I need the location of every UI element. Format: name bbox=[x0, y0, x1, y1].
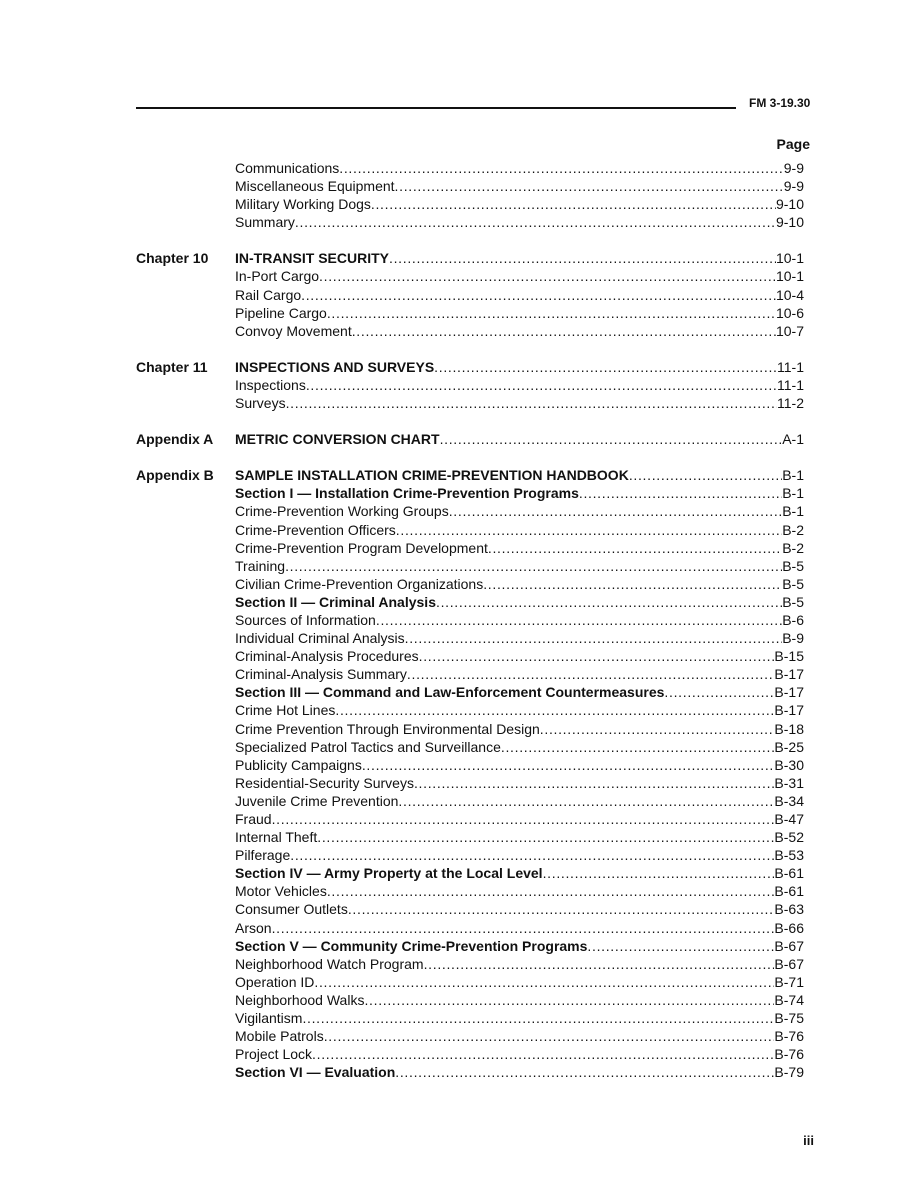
toc-chapter-label: Chapter 10 bbox=[136, 250, 209, 267]
toc-chapter-label bbox=[136, 991, 235, 1009]
toc-entry[interactable] bbox=[136, 466, 804, 484]
toc-chapter-label bbox=[136, 864, 235, 882]
toc-entry-page: 10-1 bbox=[775, 250, 804, 267]
toc-entry-title: Summary bbox=[235, 214, 295, 231]
toc-entry-title: Fraud bbox=[235, 811, 272, 827]
toc-entry-title: Criminal-Analysis Summary bbox=[235, 666, 407, 683]
dot-leader bbox=[327, 882, 775, 900]
dot-leader bbox=[324, 1027, 775, 1045]
toc-entry-page: B-53 bbox=[774, 847, 804, 864]
toc-entry[interactable] bbox=[136, 267, 804, 285]
toc-entry-page: B-25 bbox=[774, 738, 804, 755]
dot-leader bbox=[272, 810, 775, 828]
toc-entry-page: B-6 bbox=[782, 611, 804, 628]
toc-entry-title: Communications bbox=[235, 160, 340, 176]
toc-entry[interactable] bbox=[136, 376, 804, 394]
toc-entry-page: B-2 bbox=[782, 521, 804, 538]
toc-chapter-label bbox=[136, 159, 235, 177]
toc-entry-page: 9-10 bbox=[775, 196, 804, 213]
dot-leader bbox=[396, 521, 782, 539]
dot-leader bbox=[414, 774, 774, 792]
toc-entry-page: B-61 bbox=[774, 865, 804, 882]
toc-entry-title: Crime-Prevention Officers bbox=[235, 521, 396, 538]
toc-entry-title: Crime-Prevention Working Groups bbox=[235, 503, 449, 520]
toc-chapter-label: Appendix A bbox=[136, 431, 214, 448]
toc-entry-page: 11-2 bbox=[777, 395, 804, 412]
toc-group bbox=[136, 466, 804, 1081]
dot-leader bbox=[407, 665, 775, 683]
toc-chapter-label bbox=[136, 810, 235, 828]
toc-chapter-label bbox=[136, 665, 235, 683]
toc-chapter-label bbox=[136, 792, 235, 810]
toc-entry[interactable] bbox=[136, 195, 804, 213]
toc-chapter-label bbox=[136, 937, 235, 955]
toc-entry-title: Military Working Dogs bbox=[235, 196, 371, 213]
toc-entry-page: 10-4 bbox=[775, 286, 804, 303]
toc-entry-page: B-66 bbox=[774, 919, 804, 936]
toc-entry[interactable] bbox=[136, 846, 804, 864]
toc-chapter-label bbox=[136, 973, 235, 991]
toc-entry[interactable] bbox=[136, 575, 804, 593]
toc-chapter-label bbox=[136, 900, 235, 918]
toc-entry-page: B-76 bbox=[774, 1028, 804, 1045]
page-column-heading: Page bbox=[776, 136, 810, 152]
toc-entry-title: Section II — Criminal Analysis bbox=[235, 593, 436, 610]
toc-entry-page: B-76 bbox=[774, 1046, 804, 1063]
toc-entry[interactable] bbox=[136, 665, 804, 683]
toc-entry-page: B-71 bbox=[774, 973, 804, 990]
toc-chapter-label bbox=[136, 539, 235, 557]
toc-entry[interactable] bbox=[136, 213, 804, 231]
toc-entry-title: Consumer Outlets bbox=[235, 901, 348, 918]
toc-entry[interactable] bbox=[136, 502, 804, 520]
toc-entry[interactable] bbox=[136, 1063, 804, 1081]
toc-entry[interactable] bbox=[136, 1009, 804, 1027]
toc-group bbox=[136, 358, 804, 412]
toc-entry[interactable] bbox=[136, 249, 804, 267]
toc-entry-title: SAMPLE INSTALLATION CRIME-PREVENTION HANDBOOK bbox=[235, 467, 629, 484]
toc-entry-page: B-17 bbox=[774, 666, 804, 683]
dot-leader bbox=[579, 484, 782, 502]
toc-entry-page: B-17 bbox=[774, 702, 804, 719]
toc-entry[interactable] bbox=[136, 864, 804, 882]
dot-leader bbox=[440, 430, 783, 448]
toc-entry[interactable] bbox=[136, 358, 804, 376]
toc-entry-title: Neighborhood Walks bbox=[235, 991, 365, 1008]
toc-entry-title: Arson bbox=[235, 919, 272, 936]
toc-chapter-label bbox=[136, 557, 235, 575]
toc-entry[interactable] bbox=[136, 629, 804, 647]
dot-leader bbox=[398, 792, 774, 810]
dot-leader bbox=[419, 647, 775, 665]
toc-entry-title: Specialized Patrol Tactics and Surveillance bbox=[235, 738, 501, 755]
toc-chapter-label bbox=[136, 521, 235, 539]
toc-chapter-label: Chapter 11 bbox=[136, 358, 208, 375]
toc-chapter-label bbox=[136, 919, 235, 937]
toc-chapter-label bbox=[136, 376, 235, 394]
toc-entry[interactable] bbox=[136, 1027, 804, 1045]
toc-entry[interactable] bbox=[136, 720, 804, 738]
toc-entry-title: Juvenile Crime Prevention bbox=[235, 792, 399, 809]
dot-leader bbox=[335, 701, 774, 719]
toc-chapter-label bbox=[136, 195, 235, 213]
toc-entry[interactable] bbox=[136, 774, 804, 792]
toc-entry-title: Crime-Prevention Program Development bbox=[235, 539, 488, 556]
toc-entry-page: 9-10 bbox=[775, 214, 804, 231]
toc-entry[interactable] bbox=[136, 756, 804, 774]
toc-entry[interactable] bbox=[136, 828, 804, 846]
dot-leader bbox=[314, 973, 774, 991]
toc-chapter-label bbox=[136, 502, 235, 520]
toc-entry-title: Section IV — Army Property at the Local Level bbox=[235, 865, 543, 882]
dot-leader bbox=[286, 394, 777, 412]
toc-entry[interactable] bbox=[136, 322, 804, 340]
toc-entry-title: Section I — Installation Crime-Prevention Programs bbox=[235, 485, 579, 502]
dot-leader bbox=[302, 1009, 774, 1027]
toc-entry[interactable] bbox=[136, 738, 804, 756]
toc-entry-title: Section V — Community Crime-Prevention Programs bbox=[235, 937, 588, 954]
dot-leader bbox=[272, 919, 775, 937]
toc-entry-page: B-67 bbox=[774, 937, 804, 954]
dot-leader bbox=[295, 213, 776, 231]
toc-entry-page: B-5 bbox=[782, 593, 804, 610]
toc-chapter-label bbox=[136, 484, 235, 502]
dot-leader bbox=[395, 177, 784, 195]
toc-entry[interactable] bbox=[136, 683, 804, 701]
toc-chapter-label bbox=[136, 955, 235, 973]
toc-entry-title: Miscellaneous Equipment bbox=[235, 178, 395, 195]
toc-entry-title: Section VI — Evaluation bbox=[235, 1064, 396, 1081]
toc-entry[interactable] bbox=[136, 286, 804, 304]
toc-chapter-label bbox=[136, 267, 235, 285]
toc-entry-page: B-75 bbox=[774, 1010, 804, 1027]
toc-entry-title: Operation ID bbox=[235, 973, 315, 990]
toc-chapter-label bbox=[136, 177, 235, 195]
toc-group bbox=[136, 430, 804, 448]
toc-chapter-label bbox=[136, 593, 235, 611]
toc-entry[interactable] bbox=[136, 647, 804, 665]
toc-chapter-label bbox=[136, 629, 235, 647]
dot-leader bbox=[319, 267, 776, 285]
toc-entry[interactable] bbox=[136, 521, 804, 539]
toc-chapter-label bbox=[136, 882, 235, 900]
toc-entry[interactable] bbox=[136, 1045, 804, 1063]
toc-entry-page: B-47 bbox=[774, 811, 804, 827]
toc-entry-title: Civilian Crime-Prevention Organizations bbox=[235, 575, 484, 592]
toc-entry-page: 9-9 bbox=[783, 178, 804, 195]
toc-entry-title: Section III — Command and Law-Enforcement Countermeasures bbox=[235, 684, 665, 701]
toc-chapter-label bbox=[136, 611, 235, 629]
toc-entry-page: B-1 bbox=[782, 485, 804, 502]
dot-leader bbox=[629, 466, 782, 484]
dot-leader bbox=[317, 828, 774, 846]
toc-chapter-label bbox=[136, 701, 235, 719]
toc-entry[interactable] bbox=[136, 973, 804, 991]
toc-chapter-label: Appendix B bbox=[136, 467, 214, 484]
dot-leader bbox=[449, 502, 782, 520]
dot-leader bbox=[348, 900, 775, 918]
toc-entry-page: 11-1 bbox=[777, 358, 804, 375]
toc-entry[interactable] bbox=[136, 701, 804, 719]
toc-chapter-label bbox=[136, 1027, 235, 1045]
toc-chapter-label bbox=[136, 213, 235, 231]
toc-chapter-label bbox=[136, 394, 235, 412]
toc-group bbox=[136, 249, 804, 339]
toc-entry-title: Publicity Campaigns bbox=[235, 756, 362, 773]
toc-entry-page: B-18 bbox=[774, 720, 804, 737]
toc-entry-page: B-63 bbox=[774, 901, 804, 918]
toc-entry[interactable] bbox=[136, 539, 804, 557]
dot-leader bbox=[301, 286, 776, 304]
toc-entry-page: A-1 bbox=[782, 431, 804, 448]
dot-leader bbox=[306, 376, 777, 394]
toc-entry[interactable] bbox=[136, 593, 804, 611]
toc-chapter-label bbox=[136, 304, 235, 322]
toc-entry[interactable] bbox=[136, 991, 804, 1009]
toc-chapter-label bbox=[136, 575, 235, 593]
toc-entry[interactable] bbox=[136, 557, 804, 575]
dot-leader bbox=[540, 720, 775, 738]
toc-entry-title: IN-TRANSIT SECURITY bbox=[235, 250, 389, 267]
toc-chapter-label bbox=[136, 322, 235, 340]
dot-leader bbox=[312, 1045, 774, 1063]
dot-leader bbox=[290, 846, 774, 864]
dot-leader bbox=[501, 738, 775, 756]
toc-entry[interactable] bbox=[136, 882, 804, 900]
toc-entry[interactable] bbox=[136, 484, 804, 502]
toc-entry-title: Sources of Information bbox=[235, 611, 376, 628]
dot-leader bbox=[587, 937, 774, 955]
dot-leader bbox=[405, 629, 783, 647]
dot-leader bbox=[362, 756, 775, 774]
toc-entry-title: Surveys bbox=[235, 395, 286, 412]
toc-chapter-label bbox=[136, 828, 235, 846]
table-of-contents bbox=[136, 159, 804, 1099]
toc-entry-title: Residential-Security Surveys bbox=[235, 774, 414, 791]
toc-entry-title: Mobile Patrols bbox=[235, 1028, 324, 1045]
toc-group bbox=[136, 159, 804, 231]
toc-entry[interactable] bbox=[136, 430, 804, 448]
toc-entry[interactable] bbox=[136, 394, 804, 412]
toc-entry[interactable] bbox=[136, 304, 804, 322]
toc-entry-page: B-74 bbox=[774, 991, 804, 1008]
dot-leader bbox=[543, 864, 775, 882]
toc-chapter-label bbox=[136, 756, 235, 774]
toc-entry[interactable] bbox=[136, 900, 804, 918]
toc-chapter-label bbox=[136, 647, 235, 665]
dot-leader bbox=[327, 304, 776, 322]
toc-entry-title: Criminal-Analysis Procedures bbox=[235, 648, 419, 665]
toc-entry-title: Neighborhood Watch Program bbox=[235, 955, 424, 972]
toc-entry[interactable] bbox=[136, 810, 804, 828]
toc-chapter-label bbox=[136, 286, 235, 304]
toc-entry-page: B-52 bbox=[774, 829, 804, 846]
dot-leader bbox=[483, 575, 782, 593]
toc-entry[interactable] bbox=[136, 792, 804, 810]
toc-entry-page: B-9 bbox=[782, 630, 804, 647]
toc-chapter-label bbox=[136, 738, 235, 756]
dot-leader bbox=[339, 159, 784, 177]
toc-entry-page: B-2 bbox=[782, 539, 804, 556]
toc-entry[interactable] bbox=[136, 611, 804, 629]
dot-leader bbox=[395, 1063, 774, 1081]
toc-entry-title: Crime Prevention Through Environmental Design bbox=[235, 720, 540, 737]
toc-entry-title: INSPECTIONS AND SURVEYS bbox=[235, 358, 435, 375]
toc-entry-page: 11-1 bbox=[777, 376, 804, 393]
dot-leader bbox=[285, 557, 782, 575]
toc-entry-title: In-Port Cargo bbox=[235, 268, 320, 285]
toc-entry-page: 10-6 bbox=[775, 304, 804, 321]
toc-entry-page: B-1 bbox=[782, 503, 804, 520]
toc-entry-page: B-1 bbox=[782, 467, 804, 484]
toc-chapter-label bbox=[136, 1009, 235, 1027]
toc-entry-page: B-5 bbox=[782, 575, 804, 592]
toc-entry[interactable] bbox=[136, 159, 804, 177]
toc-entry-page: B-31 bbox=[774, 774, 804, 791]
toc-entry-title: Internal Theft bbox=[235, 829, 318, 846]
toc-entry[interactable] bbox=[136, 955, 804, 973]
toc-entry-page: B-15 bbox=[774, 648, 804, 665]
dot-leader bbox=[436, 593, 782, 611]
page-number: iii bbox=[803, 1133, 814, 1148]
dot-leader bbox=[424, 955, 775, 973]
toc-chapter-label bbox=[136, 683, 235, 701]
toc-chapter-label bbox=[136, 846, 235, 864]
toc-entry-title: Convoy Movement bbox=[235, 322, 352, 339]
toc-entry-title: Pilferage bbox=[235, 847, 291, 864]
dot-leader bbox=[664, 683, 774, 701]
document-id: FM 3-19.30 bbox=[749, 96, 811, 110]
dot-leader bbox=[352, 322, 776, 340]
toc-entry-page: B-5 bbox=[782, 557, 804, 574]
toc-entry-page: B-79 bbox=[774, 1064, 804, 1081]
toc-entry-page: B-30 bbox=[774, 756, 804, 773]
dot-leader bbox=[364, 991, 774, 1009]
dot-leader bbox=[434, 358, 777, 376]
toc-chapter-label bbox=[136, 774, 235, 792]
toc-entry-page: B-67 bbox=[774, 955, 804, 972]
toc-entry-title: Rail Cargo bbox=[235, 286, 302, 303]
toc-entry-title: Inspections bbox=[235, 376, 306, 393]
toc-entry[interactable] bbox=[136, 177, 804, 195]
toc-entry-page: B-34 bbox=[774, 792, 804, 809]
toc-entry[interactable] bbox=[136, 937, 804, 955]
dot-leader bbox=[389, 249, 776, 267]
toc-entry-title: Training bbox=[235, 557, 286, 574]
toc-entry-title: METRIC CONVERSION CHART bbox=[235, 431, 440, 448]
dot-leader bbox=[371, 195, 776, 213]
toc-entry-page: B-17 bbox=[774, 684, 804, 701]
toc-entry-page: 10-1 bbox=[775, 268, 804, 285]
toc-entry-title: Individual Criminal Analysis bbox=[235, 630, 405, 647]
toc-chapter-label bbox=[136, 720, 235, 738]
toc-entry[interactable] bbox=[136, 919, 804, 937]
dot-leader bbox=[488, 539, 782, 557]
toc-chapter-label bbox=[136, 1045, 235, 1063]
toc-entry-title: Vigilantism bbox=[235, 1010, 303, 1027]
dot-leader bbox=[376, 611, 782, 629]
toc-entry-title: Pipeline Cargo bbox=[235, 304, 327, 321]
toc-entry-page: B-61 bbox=[774, 883, 804, 900]
toc-chapter-label bbox=[136, 1063, 235, 1081]
toc-entry-title: Crime Hot Lines bbox=[235, 702, 336, 719]
header-rule bbox=[136, 107, 736, 109]
toc-entry-title: Motor Vehicles bbox=[235, 883, 327, 900]
toc-entry-page: 9-9 bbox=[783, 160, 804, 176]
toc-entry-title: Project Lock bbox=[235, 1046, 313, 1063]
toc-entry-page: 10-7 bbox=[775, 322, 804, 339]
